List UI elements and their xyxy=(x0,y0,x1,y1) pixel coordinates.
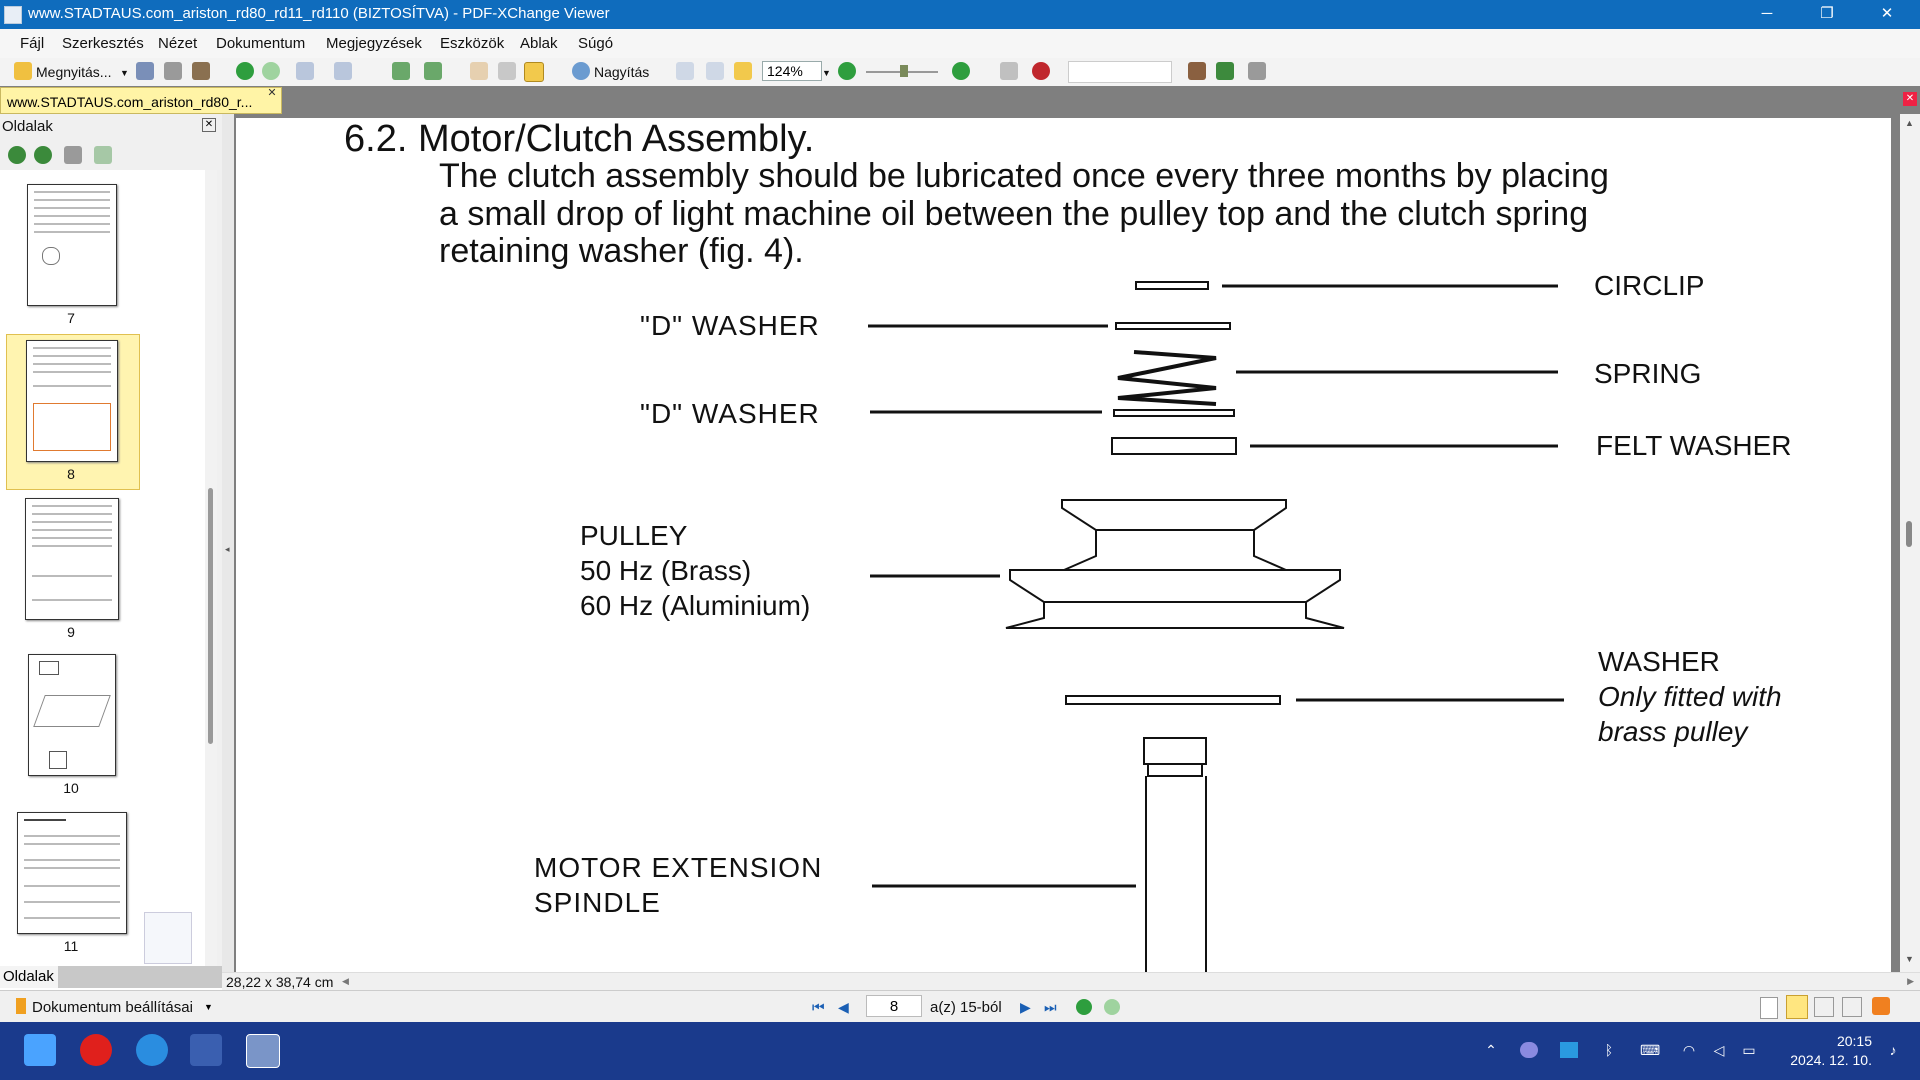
nav-back-icon[interactable] xyxy=(1076,999,1092,1015)
label-d-washer-bottom: "D" WASHER xyxy=(640,398,820,429)
maximize-button[interactable]: ❐ xyxy=(1820,5,1834,22)
label-spindle-2: SPINDLE xyxy=(534,887,661,918)
label-washer-note-2: brass pulley xyxy=(1598,716,1748,747)
pages-panel-title: Oldalak xyxy=(2,118,53,135)
last-page-icon[interactable]: ⏭ xyxy=(1044,999,1057,1015)
typewriter-icon[interactable] xyxy=(1000,62,1018,80)
pulley-bottom xyxy=(1006,570,1344,628)
minimize-button[interactable]: ─ xyxy=(1761,5,1773,22)
document-tab[interactable] xyxy=(0,87,282,114)
browser-icon[interactable] xyxy=(136,1034,168,1066)
panel-footer xyxy=(0,966,222,988)
thumbnail-page-7-number: 7 xyxy=(67,310,75,326)
thumbnail-page-9-number: 9 xyxy=(67,624,75,640)
pages-panel xyxy=(0,114,223,988)
label-d-washer-top: "D" WASHER xyxy=(640,310,820,341)
label-pulley-60hz: 60 Hz (Aluminium) xyxy=(580,590,811,621)
pages-watermark-icon xyxy=(144,912,192,964)
hand-tool-icon[interactable] xyxy=(470,62,488,80)
tray-security-icon[interactable] xyxy=(1560,1042,1578,1058)
thumbnail-page-10[interactable] xyxy=(28,654,116,776)
paragraph-line-1: The clutch assembly should be lubricated once every three months by placing xyxy=(439,157,1609,195)
menu-file[interactable]: Fájl xyxy=(20,35,45,52)
paragraph-line-2: a small drop of light machine oil between the pulley top and the clutch spring xyxy=(439,195,1589,233)
next-page-icon[interactable]: ▶ xyxy=(1020,999,1031,1015)
title-bar xyxy=(0,0,1920,29)
continuous-view-icon[interactable] xyxy=(1786,995,1808,1019)
adobe-icon[interactable] xyxy=(1032,62,1050,80)
menu-document[interactable]: Dokumentum xyxy=(216,35,306,52)
scroll-up-icon[interactable]: ▲ xyxy=(1905,118,1914,128)
rotate-right-icon[interactable] xyxy=(424,62,442,80)
thumbnail-scrollbar[interactable] xyxy=(205,170,217,966)
find-icon[interactable] xyxy=(1188,62,1206,80)
thumb-zoom-out-icon[interactable] xyxy=(34,146,52,164)
circlip-part xyxy=(1136,282,1208,289)
scroll-left-icon[interactable]: ◀ xyxy=(342,976,349,986)
pulley-top xyxy=(1062,500,1286,570)
forward-icon[interactable] xyxy=(262,62,280,80)
label-pulley: PULLEY xyxy=(580,520,688,551)
label-felt-washer: FELT WASHER xyxy=(1596,430,1792,461)
scroll-right-icon[interactable]: ▶ xyxy=(1907,976,1914,986)
spring-part xyxy=(1118,352,1216,404)
scroll-down-icon[interactable]: ▼ xyxy=(1905,954,1914,964)
thumb-zoom-in-icon[interactable] xyxy=(8,146,26,164)
section-heading: 6.2. Motor/Clutch Assembly. xyxy=(344,118,815,160)
toolbar xyxy=(0,58,1920,87)
open-dropdown-icon[interactable]: ▼ xyxy=(120,68,129,78)
close-button[interactable]: ✕ xyxy=(1880,5,1894,22)
document-tab-strip xyxy=(0,86,1920,114)
first-page-icon[interactable]: ⏮ xyxy=(812,999,825,1015)
app-icon xyxy=(4,6,22,24)
undo-icon[interactable] xyxy=(296,62,314,80)
search-input[interactable] xyxy=(1068,61,1172,83)
fit-page-icon[interactable] xyxy=(706,62,724,80)
window-title: www.STADTAUS.com_ariston_rd80_rd11_rd110 (BIZTOSÍTVA) - PDF-XChange Viewer xyxy=(28,5,610,22)
rotate-left-icon[interactable] xyxy=(392,62,410,80)
label-spindle-1: MOTOR EXTENSION xyxy=(534,852,823,883)
panel-splitter[interactable] xyxy=(222,114,234,988)
zoom-in-icon[interactable] xyxy=(952,62,970,80)
find-next-icon[interactable] xyxy=(1216,62,1234,80)
menu-tools[interactable]: Eszközök xyxy=(440,35,505,52)
select-text-icon[interactable] xyxy=(498,62,516,80)
thumbnail-page-11[interactable] xyxy=(17,812,127,934)
menu-bar xyxy=(0,29,1920,59)
pages-panel-tab[interactable]: Oldalak xyxy=(0,966,58,988)
tray-overflow-icon[interactable]: ⌃ xyxy=(1485,1042,1497,1058)
facing-view-icon[interactable] xyxy=(1814,997,1834,1017)
single-page-view-icon[interactable] xyxy=(1760,997,1778,1019)
label-spring: SPRING xyxy=(1594,358,1702,389)
clock-time: 20:15 xyxy=(1836,1033,1872,1049)
zoom-tool-icon xyxy=(572,62,590,80)
battery-icon[interactable]: ▭ xyxy=(1742,1042,1756,1058)
redo-icon[interactable] xyxy=(334,62,352,80)
view-options-icon[interactable] xyxy=(1872,997,1890,1015)
d-washer-bottom-part xyxy=(1114,410,1234,416)
zoom-dropdown-icon[interactable]: ▼ xyxy=(822,68,831,78)
thumbnail-page-11-number: 11 xyxy=(63,938,79,954)
zoom-level-input[interactable]: 124% xyxy=(762,61,822,81)
clock-date: 2024. 12. 10. xyxy=(1790,1052,1872,1068)
tray-viber-icon[interactable] xyxy=(1520,1042,1538,1058)
volume-icon[interactable]: ◁ xyxy=(1713,1042,1725,1058)
opera-browser-icon[interactable] xyxy=(80,1034,112,1066)
taskbar xyxy=(0,1022,1920,1080)
d-washer-top-part xyxy=(1116,323,1230,329)
fit-width-icon[interactable] xyxy=(734,62,752,80)
thumb-print-icon[interactable] xyxy=(64,146,82,164)
label-washer: WASHER xyxy=(1598,646,1720,677)
menu-window[interactable]: Ablak xyxy=(520,35,558,52)
close-document-icon[interactable]: ✕ xyxy=(1903,92,1917,106)
spindle-tip xyxy=(1144,738,1206,764)
page-count-label: a(z) 15-ból xyxy=(930,999,1002,1016)
open-button[interactable]: Megnyitás... xyxy=(36,64,112,80)
collapse-panel-icon[interactable]: ◂ xyxy=(225,544,230,554)
felt-washer-part xyxy=(1112,438,1236,454)
zoom-tool-button[interactable]: Nagyítás xyxy=(594,64,650,80)
back-icon[interactable] xyxy=(236,62,254,80)
document-vertical-scrollbar[interactable] xyxy=(1900,114,1920,972)
thumbnail-list xyxy=(0,170,205,966)
floppy-app-icon[interactable] xyxy=(190,1034,222,1066)
save-icon[interactable] xyxy=(136,62,154,80)
bluetooth-icon[interactable]: ᛒ xyxy=(1604,1042,1614,1058)
nav-forward-icon[interactable] xyxy=(1104,999,1120,1015)
windows-start-icon[interactable] xyxy=(24,1034,56,1066)
label-circlip: CIRCLIP xyxy=(1594,270,1705,301)
open-folder-icon xyxy=(14,62,32,80)
menu-help[interactable]: Súgó xyxy=(578,35,614,52)
label-washer-note-1: Only fitted with xyxy=(1598,681,1782,712)
horizontal-scroll-row xyxy=(222,972,1920,991)
flag-icon xyxy=(16,998,26,1014)
thumbnail-page-8-number: 8 xyxy=(67,466,75,482)
page-size-readout: 28,22 x 38,74 cm xyxy=(226,974,334,990)
paragraph-line-3: retaining washer (fig. 4). xyxy=(439,232,804,270)
status-bar xyxy=(0,990,1920,1023)
thumbnail-page-7[interactable] xyxy=(27,184,117,306)
document-settings-button[interactable]: Dokumentum beállításai xyxy=(32,999,193,1016)
thumbnail-page-9[interactable] xyxy=(25,498,119,620)
keyboard-icon[interactable]: ⌨ xyxy=(1640,1042,1661,1058)
panel-close-icon[interactable]: ✕ xyxy=(202,118,216,132)
menu-comments[interactable]: Megjegyzések xyxy=(326,35,422,52)
pdf-xchange-taskbar-icon[interactable] xyxy=(246,1034,280,1068)
menu-view[interactable]: Nézet xyxy=(158,35,198,52)
menu-edit[interactable]: Szerkesztés xyxy=(62,35,144,52)
thumbnail-page-8[interactable] xyxy=(26,340,118,462)
clutch-assembly-diagram xyxy=(236,118,1891,972)
wifi-icon[interactable]: ◠ xyxy=(1682,1042,1696,1058)
document-tab-label: www.STADTAUS.com_ariston_rd80_r... xyxy=(7,94,253,110)
document-settings-dropdown-icon[interactable]: ▼ xyxy=(204,1002,213,1012)
system-clock[interactable] xyxy=(1772,1032,1872,1070)
actual-size-icon[interactable] xyxy=(676,62,694,80)
thumb-options-icon[interactable] xyxy=(94,146,112,164)
document-view[interactable] xyxy=(234,114,1900,972)
pdf-page xyxy=(236,118,1891,972)
print-icon[interactable] xyxy=(164,62,182,80)
snapshot-icon[interactable] xyxy=(524,62,544,82)
zoom-out-icon[interactable] xyxy=(838,62,856,80)
notification-bell-icon[interactable]: ♪ xyxy=(1889,1042,1897,1058)
washer-part xyxy=(1066,696,1280,704)
continuous-facing-view-icon[interactable] xyxy=(1842,997,1862,1017)
thumbnail-page-10-number: 10 xyxy=(63,780,79,796)
scan-icon[interactable] xyxy=(192,62,210,80)
previous-page-icon[interactable]: ◀ xyxy=(838,999,849,1015)
vertical-scroll-thumb[interactable] xyxy=(1906,521,1912,547)
zoom-slider-handle[interactable] xyxy=(900,65,908,77)
label-pulley-50hz: 50 Hz (Brass) xyxy=(580,555,752,586)
page-number-input[interactable]: 8 xyxy=(866,995,922,1017)
tools-icon[interactable] xyxy=(1248,62,1266,80)
tab-close-icon[interactable]: ✕ xyxy=(267,87,277,99)
